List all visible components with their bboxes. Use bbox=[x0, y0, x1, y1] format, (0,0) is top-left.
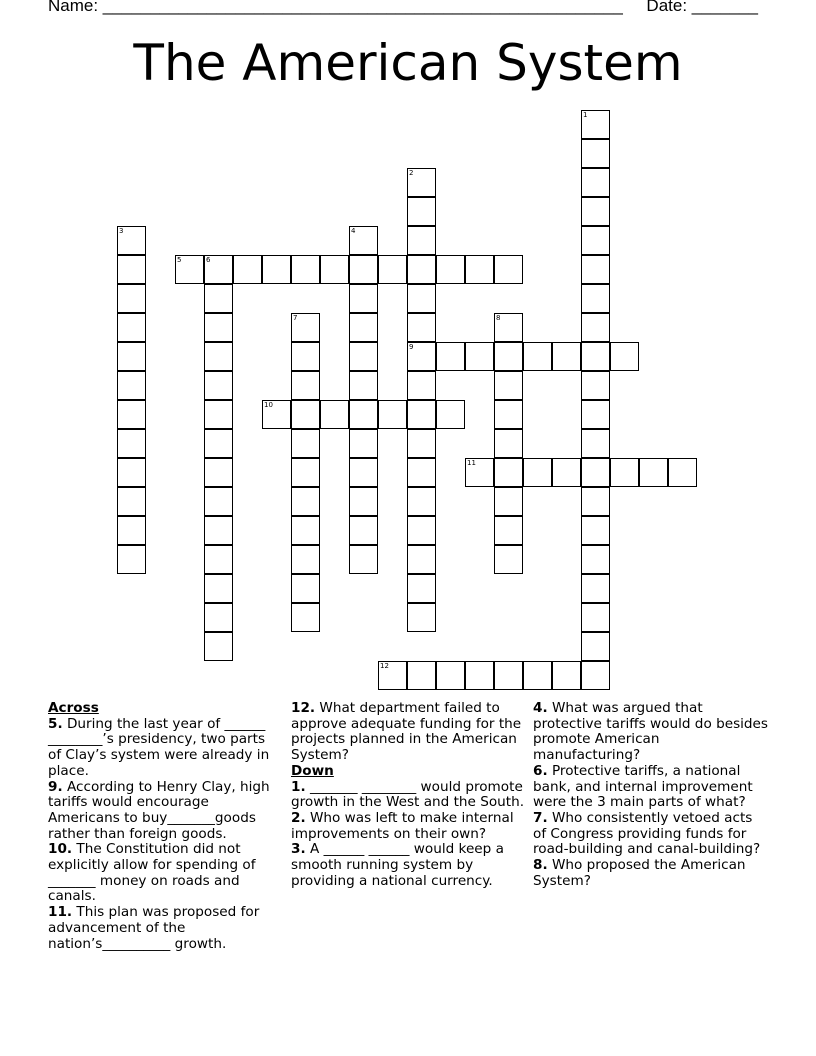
grid-cell[interactable] bbox=[407, 226, 436, 255]
clue-down-8: 8. Who proposed the American System? bbox=[533, 857, 746, 889]
grid-cell[interactable] bbox=[407, 574, 436, 603]
grid-cell[interactable] bbox=[349, 487, 378, 516]
grid-cell[interactable] bbox=[552, 458, 581, 487]
clue-across-12: 12. What department failed to approve adequate funding for the projects planned in the American System? bbox=[291, 700, 522, 764]
grid-cell[interactable] bbox=[349, 400, 378, 429]
grid-cell[interactable] bbox=[465, 255, 494, 284]
clue-across-5: 5. During the last year of ______ ________’s presidency, two parts of Clay’s system were already in place. bbox=[48, 715, 270, 779]
grid-cell[interactable] bbox=[117, 342, 146, 371]
clue-across-10: 10. The Constitution did not explicitly allow for spending of _______ money on roads and canals. bbox=[48, 841, 256, 905]
grid-cell[interactable] bbox=[407, 371, 436, 400]
grid-cell[interactable] bbox=[465, 661, 494, 690]
grid-cell[interactable] bbox=[291, 400, 320, 429]
grid-cell[interactable] bbox=[581, 487, 610, 516]
grid-cell[interactable] bbox=[349, 226, 378, 255]
grid-cell[interactable] bbox=[291, 458, 320, 487]
grid-cell[interactable] bbox=[465, 458, 494, 487]
clue-number: 10 bbox=[264, 401, 273, 409]
grid-cell[interactable] bbox=[407, 487, 436, 516]
grid-cell[interactable] bbox=[320, 255, 349, 284]
grid-cell[interactable] bbox=[581, 400, 610, 429]
grid-cell[interactable] bbox=[407, 284, 436, 313]
grid-cell[interactable] bbox=[494, 661, 523, 690]
grid-cell[interactable] bbox=[581, 545, 610, 574]
grid-cell[interactable] bbox=[291, 574, 320, 603]
grid-cell[interactable] bbox=[581, 255, 610, 284]
grid-cell[interactable] bbox=[639, 458, 668, 487]
grid-cell[interactable] bbox=[349, 313, 378, 342]
grid-cell[interactable] bbox=[407, 603, 436, 632]
grid-cell[interactable] bbox=[349, 255, 378, 284]
grid-cell[interactable] bbox=[204, 458, 233, 487]
grid-cell[interactable] bbox=[407, 516, 436, 545]
grid-cell[interactable] bbox=[204, 574, 233, 603]
clue-number: 4 bbox=[351, 227, 356, 235]
grid-cell[interactable] bbox=[581, 661, 610, 690]
clue-across-9: 9. According to Henry Clay, high tariffs would encourage Americans to buy_______goods rather than foreign goods. bbox=[48, 778, 270, 842]
grid-cell[interactable] bbox=[204, 371, 233, 400]
grid-cell[interactable] bbox=[581, 429, 610, 458]
grid-cell[interactable] bbox=[204, 429, 233, 458]
grid-cell[interactable] bbox=[494, 342, 523, 371]
down-heading: Down bbox=[291, 762, 334, 779]
clue-number: 7 bbox=[293, 314, 298, 322]
clue-down-2: 2. Who was left to make internal improvements on their own? bbox=[291, 809, 514, 842]
name-date-line: Name: _______________________________________________________ Date: _______ bbox=[48, 0, 758, 15]
clue-number: 11 bbox=[467, 459, 476, 467]
grid-cell[interactable] bbox=[407, 255, 436, 284]
grid-cell[interactable] bbox=[262, 400, 291, 429]
grid-cell[interactable] bbox=[436, 400, 465, 429]
grid-cell[interactable] bbox=[204, 400, 233, 429]
grid-cell[interactable] bbox=[407, 429, 436, 458]
clue-down-7: 7. Who consistently vetoed acts of Congress providing funds for road-building and canal-building? bbox=[533, 809, 761, 858]
grid-cell[interactable] bbox=[523, 342, 552, 371]
grid-cell[interactable] bbox=[552, 342, 581, 371]
grid-cell[interactable] bbox=[291, 371, 320, 400]
grid-cell[interactable] bbox=[581, 371, 610, 400]
grid-cell[interactable] bbox=[407, 545, 436, 574]
grid-cell[interactable] bbox=[204, 632, 233, 661]
grid-cell[interactable] bbox=[204, 603, 233, 632]
grid-cell[interactable] bbox=[523, 458, 552, 487]
grid-cell[interactable] bbox=[668, 458, 697, 487]
clue-number: 3 bbox=[119, 227, 124, 235]
grid-cell[interactable] bbox=[262, 255, 291, 284]
grid-cell[interactable] bbox=[291, 603, 320, 632]
grid-cell[interactable] bbox=[349, 342, 378, 371]
grid-cell[interactable] bbox=[494, 429, 523, 458]
grid-cell[interactable] bbox=[610, 342, 639, 371]
clues-column-1 bbox=[48, 701, 278, 952]
grid-cell[interactable] bbox=[436, 661, 465, 690]
grid-cell[interactable] bbox=[581, 632, 610, 661]
grid-cell[interactable] bbox=[291, 516, 320, 545]
grid-cell[interactable] bbox=[407, 342, 436, 371]
grid-cell[interactable] bbox=[349, 545, 378, 574]
grid-cell[interactable] bbox=[581, 197, 610, 226]
clue-number: 2 bbox=[409, 169, 414, 177]
grid-cell[interactable] bbox=[204, 516, 233, 545]
grid-cell[interactable] bbox=[581, 110, 610, 139]
grid-cell[interactable] bbox=[117, 226, 146, 255]
grid-cell[interactable] bbox=[204, 284, 233, 313]
grid-cell[interactable] bbox=[117, 255, 146, 284]
clue-down-6: 6. Protective tariffs, a national bank, and internal improvement were the 3 main parts of what? bbox=[533, 762, 753, 811]
clue-number: 5 bbox=[177, 256, 182, 264]
grid-cell[interactable] bbox=[581, 603, 610, 632]
grid-cell[interactable] bbox=[494, 313, 523, 342]
grid-cell[interactable] bbox=[320, 400, 349, 429]
grid-cell[interactable] bbox=[204, 342, 233, 371]
clue-number: 12 bbox=[380, 662, 389, 670]
grid-cell[interactable] bbox=[204, 545, 233, 574]
grid-cell[interactable] bbox=[291, 545, 320, 574]
grid-cell[interactable] bbox=[523, 661, 552, 690]
grid-cell[interactable] bbox=[349, 284, 378, 313]
grid-cell[interactable] bbox=[494, 371, 523, 400]
grid-cell[interactable] bbox=[407, 168, 436, 197]
grid-cell[interactable] bbox=[436, 255, 465, 284]
clue-down-1: 1. _______ ________ would promote growth in the West and the South. bbox=[291, 778, 525, 811]
page-title: The American System bbox=[133, 34, 683, 92]
grid-cell[interactable] bbox=[581, 516, 610, 545]
grid-cell[interactable] bbox=[494, 516, 523, 545]
grid-cell[interactable] bbox=[117, 487, 146, 516]
grid-cell[interactable] bbox=[378, 400, 407, 429]
grid-cell[interactable] bbox=[581, 313, 610, 342]
grid-cell[interactable] bbox=[117, 429, 146, 458]
grid-cell[interactable] bbox=[349, 516, 378, 545]
clue-across-11: 11. This plan was proposed for advancement of the nation’s__________ growth. bbox=[48, 904, 260, 952]
grid-cell[interactable] bbox=[291, 255, 320, 284]
grid-cell[interactable] bbox=[494, 487, 523, 516]
grid-cell[interactable] bbox=[204, 487, 233, 516]
grid-cell[interactable] bbox=[233, 255, 262, 284]
grid-cell[interactable] bbox=[581, 342, 610, 371]
grid-cell[interactable] bbox=[552, 661, 581, 690]
grid-cell[interactable] bbox=[494, 458, 523, 487]
grid-cell[interactable] bbox=[407, 458, 436, 487]
grid-cell[interactable] bbox=[117, 284, 146, 313]
across-heading: Across bbox=[48, 700, 99, 716]
grid-cell[interactable] bbox=[407, 400, 436, 429]
grid-cell[interactable] bbox=[117, 371, 146, 400]
grid-cell[interactable] bbox=[291, 487, 320, 516]
grid-cell[interactable] bbox=[378, 255, 407, 284]
grid-cell[interactable] bbox=[291, 342, 320, 371]
grid-cell[interactable] bbox=[407, 197, 436, 226]
grid-cell[interactable] bbox=[494, 255, 523, 284]
grid-cell[interactable] bbox=[117, 313, 146, 342]
grid-cell[interactable] bbox=[117, 545, 146, 574]
grid-cell[interactable] bbox=[581, 284, 610, 313]
grid-cell[interactable] bbox=[581, 226, 610, 255]
grid-cell[interactable] bbox=[581, 168, 610, 197]
grid-cell[interactable] bbox=[407, 661, 436, 690]
grid-cell[interactable] bbox=[378, 661, 407, 690]
grid-cell[interactable] bbox=[581, 458, 610, 487]
grid-cell[interactable] bbox=[465, 342, 494, 371]
grid-cell[interactable] bbox=[117, 516, 146, 545]
grid-cell[interactable] bbox=[175, 255, 204, 284]
clues-column-3 bbox=[533, 701, 769, 889]
grid-cell[interactable] bbox=[291, 313, 320, 342]
clue-number: 1 bbox=[583, 111, 588, 119]
clue-down-4: 4. What was argued that protective tariffs would do besides promote American manufacturing? bbox=[533, 700, 769, 764]
clue-down-3: 3. A ______ ______ would keep a smooth running system by providing a national currency. bbox=[291, 841, 504, 889]
grid-cell[interactable] bbox=[117, 458, 146, 487]
grid-cell[interactable] bbox=[349, 458, 378, 487]
grid-cell[interactable] bbox=[610, 458, 639, 487]
grid-cell[interactable] bbox=[494, 545, 523, 574]
grid-cell[interactable] bbox=[494, 400, 523, 429]
clue-number: 9 bbox=[409, 343, 414, 351]
grid-cell[interactable] bbox=[349, 371, 378, 400]
grid-cell[interactable] bbox=[117, 400, 146, 429]
clue-number: 8 bbox=[496, 314, 501, 322]
grid-cell[interactable] bbox=[291, 429, 320, 458]
grid-cell[interactable] bbox=[204, 255, 233, 284]
grid-cell[interactable] bbox=[436, 342, 465, 371]
clue-number: 6 bbox=[206, 256, 211, 264]
grid-cell[interactable] bbox=[204, 313, 233, 342]
grid-cell[interactable] bbox=[349, 429, 378, 458]
grid-cell[interactable] bbox=[581, 574, 610, 603]
grid-cell[interactable] bbox=[407, 313, 436, 342]
clues-column-2 bbox=[291, 701, 527, 889]
grid-cell[interactable] bbox=[581, 139, 610, 168]
